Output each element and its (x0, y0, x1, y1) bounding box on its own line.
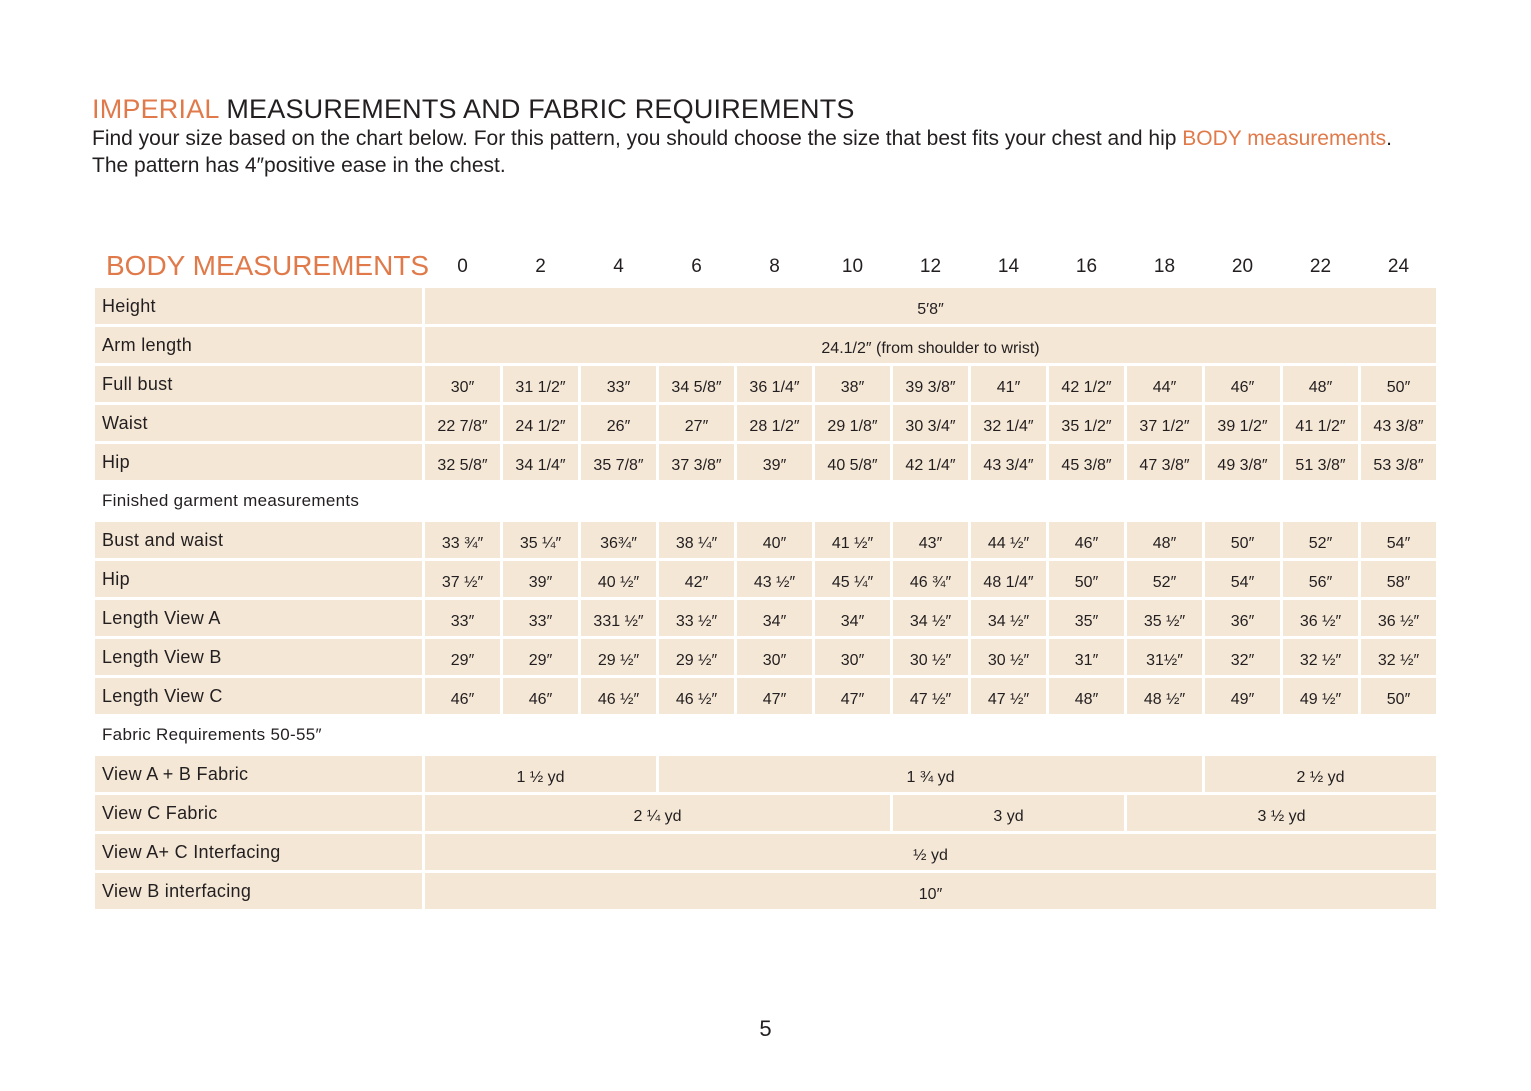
value-cell: 48 1/4″ (971, 561, 1046, 597)
value-cell: 30″ (737, 639, 812, 675)
value-cell: 33″ (425, 600, 500, 636)
value-cell: 41 ½″ (815, 522, 890, 558)
value-cell: 49 3/8″ (1205, 444, 1280, 480)
page-heading (92, 92, 855, 126)
span-cell: 1 ½ yd (425, 756, 656, 792)
value-cell: 39″ (737, 444, 812, 480)
value-cell: 42 1/2″ (1049, 366, 1124, 402)
table-row (95, 444, 1436, 480)
value-cell: 29 1/8″ (815, 405, 890, 441)
value-cell: 43 ½″ (737, 561, 812, 597)
value-cell: 39 1/2″ (1205, 405, 1280, 441)
value-cell: 29″ (425, 639, 500, 675)
value-cell: 29″ (503, 639, 578, 675)
value-cell: 51 3/8″ (1283, 444, 1358, 480)
row-label: Full bust (95, 366, 422, 402)
value-cell: 47 3/8″ (1127, 444, 1202, 480)
value-cell: 22 7/8″ (425, 405, 500, 441)
table-row (95, 678, 1436, 714)
value-cell: 37 3/8″ (659, 444, 734, 480)
intro-paragraph (92, 125, 1392, 179)
row-label: Arm length (95, 327, 422, 363)
value-cell: 331 ½″ (581, 600, 656, 636)
value-cell: 36 1/4″ (737, 366, 812, 402)
value-cell: 45 3/8″ (1049, 444, 1124, 480)
table-row (95, 600, 1436, 636)
table-row (95, 639, 1436, 675)
value-cell: 35 1/2″ (1049, 405, 1124, 441)
value-cell: 46″ (1205, 366, 1280, 402)
heading-accent: IMPERIAL (92, 94, 219, 124)
value-cell: 46 ½″ (581, 678, 656, 714)
row-label: View A + B Fabric (95, 756, 422, 792)
size-header: 14 (997, 256, 1020, 277)
span-cell: 5′8″ (425, 288, 1436, 324)
value-cell: 30 ½″ (971, 639, 1046, 675)
table-row (95, 327, 1436, 363)
size-header: 6 (691, 256, 702, 277)
value-cell: 34 5/8″ (659, 366, 734, 402)
fabric-section-title-row (95, 717, 1436, 753)
size-header: 8 (769, 256, 780, 277)
value-cell: 47 ½″ (971, 678, 1046, 714)
value-cell: 39 3/8″ (893, 366, 968, 402)
span-cell: 3 ½ yd (1127, 795, 1436, 831)
value-cell: 48″ (1283, 366, 1358, 402)
value-cell: 48 ½″ (1127, 678, 1202, 714)
value-cell: 50″ (1049, 561, 1124, 597)
value-cell: 27″ (659, 405, 734, 441)
value-cell: 49″ (1205, 678, 1280, 714)
value-cell: 44 ½″ (971, 522, 1046, 558)
value-cell: 31″ (1049, 639, 1124, 675)
value-cell: 24 1/2″ (503, 405, 578, 441)
value-cell: 41″ (971, 366, 1046, 402)
value-cell: 32 ½″ (1361, 639, 1436, 675)
value-cell: 43″ (893, 522, 968, 558)
row-label: Hip (95, 561, 422, 597)
value-cell: 40″ (737, 522, 812, 558)
table-row (95, 795, 1436, 831)
value-cell: 34 ½″ (971, 600, 1046, 636)
value-cell: 34″ (815, 600, 890, 636)
value-cell: 52″ (1283, 522, 1358, 558)
value-cell: 36 ½″ (1361, 600, 1436, 636)
span-cell: 2 ¼ yd (425, 795, 890, 831)
value-cell: 46 ½″ (659, 678, 734, 714)
value-cell: 46 ¾″ (893, 561, 968, 597)
size-header: 22 (1309, 256, 1332, 277)
value-cell: 28 1/2″ (737, 405, 812, 441)
size-chart-table (92, 246, 1439, 912)
value-cell: 40 5/8″ (815, 444, 890, 480)
value-cell: 37 1/2″ (1127, 405, 1202, 441)
value-cell: 44″ (1127, 366, 1202, 402)
intro-text: Find your size based on the chart below. For this pattern, you should choose the size that best fits your chest and hip (92, 127, 1177, 150)
span-cell: 1 ¾ yd (659, 756, 1202, 792)
value-cell: 54″ (1205, 561, 1280, 597)
value-cell: 34 ½″ (893, 600, 968, 636)
value-cell: 39″ (503, 561, 578, 597)
table-row (95, 873, 1436, 909)
value-cell: 32 1/4″ (971, 405, 1046, 441)
value-cell: 50″ (1205, 522, 1280, 558)
value-cell: 35 7/8″ (581, 444, 656, 480)
value-cell: 54″ (1361, 522, 1436, 558)
value-cell: 26″ (581, 405, 656, 441)
row-label: Length View A (95, 600, 422, 636)
row-label: View C Fabric (95, 795, 422, 831)
size-header-row (95, 249, 1436, 285)
value-cell: 36″ (1205, 600, 1280, 636)
value-cell: 32 5/8″ (425, 444, 500, 480)
value-cell: 46″ (425, 678, 500, 714)
fabric-section-title: Fabric Requirements 50-55″ (102, 725, 322, 744)
value-cell: 29 ½″ (659, 639, 734, 675)
table-row (95, 405, 1436, 441)
heading-rest: MEASUREMENTS AND FABRIC REQUIREMENTS (226, 94, 855, 124)
value-cell: 50″ (1361, 366, 1436, 402)
value-cell: 35 ½″ (1127, 600, 1202, 636)
table-row (95, 834, 1436, 870)
value-cell: 46″ (503, 678, 578, 714)
value-cell: 43 3/4″ (971, 444, 1046, 480)
value-cell: 37 ½″ (425, 561, 500, 597)
size-header: 12 (919, 256, 942, 277)
value-cell: 50″ (1361, 678, 1436, 714)
size-header: 2 (535, 256, 546, 277)
size-header: 20 (1231, 256, 1254, 277)
value-cell: 43 3/8″ (1361, 405, 1436, 441)
value-cell: 32 ½″ (1283, 639, 1358, 675)
size-header: 4 (613, 256, 624, 277)
value-cell: 46″ (1049, 522, 1124, 558)
row-label: View B interfacing (95, 873, 422, 909)
intro-accent: BODY measurements (1182, 127, 1387, 150)
value-cell: 48″ (1049, 678, 1124, 714)
value-cell: 52″ (1127, 561, 1202, 597)
span-cell: 24.1/2″ (from shoulder to wrist) (425, 327, 1436, 363)
value-cell: 33 ½″ (659, 600, 734, 636)
value-cell: 35″ (1049, 600, 1124, 636)
value-cell: 36¾″ (581, 522, 656, 558)
row-label: Bust and waist (95, 522, 422, 558)
finished-section-title: Finished garment measurements (102, 491, 360, 510)
value-cell: 48″ (1127, 522, 1202, 558)
size-header: 0 (457, 256, 468, 277)
value-cell: 35 ¼″ (503, 522, 578, 558)
table-row (95, 522, 1436, 558)
value-cell: 42 1/4″ (893, 444, 968, 480)
row-label: Hip (95, 444, 422, 480)
value-cell: 42″ (659, 561, 734, 597)
value-cell: 32″ (1205, 639, 1280, 675)
row-label: Height (95, 288, 422, 324)
chart-title: BODY MEASUREMENTS (106, 250, 430, 281)
page-number: 5 (759, 1016, 772, 1041)
value-cell: 30 ½″ (893, 639, 968, 675)
value-cell: 30″ (425, 366, 500, 402)
row-label: View A+ C Interfacing (95, 834, 422, 870)
value-cell: 53 3/8″ (1361, 444, 1436, 480)
span-cell: 2 ½ yd (1205, 756, 1436, 792)
row-label: Length View C (95, 678, 422, 714)
header-label-spacer (95, 249, 422, 285)
value-cell: 40 ½″ (581, 561, 656, 597)
value-cell: 47″ (737, 678, 812, 714)
value-cell: 33″ (581, 366, 656, 402)
value-cell: 56″ (1283, 561, 1358, 597)
size-header: 10 (841, 256, 864, 277)
value-cell: 31 1/2″ (503, 366, 578, 402)
value-cell: 33 ¾″ (425, 522, 500, 558)
value-cell: 29 ½″ (581, 639, 656, 675)
intro-text-end: . The pattern has 4″positive ease in the chest. (92, 127, 1392, 177)
chart-body (95, 288, 1436, 909)
value-cell: 30″ (815, 639, 890, 675)
span-cell: 10″ (425, 873, 1436, 909)
value-cell: 47″ (815, 678, 890, 714)
table-row (95, 366, 1436, 402)
table-row (95, 561, 1436, 597)
value-cell: 30 3/4″ (893, 405, 968, 441)
value-cell: 34 1/4″ (503, 444, 578, 480)
span-cell: ½ yd (425, 834, 1436, 870)
row-label: Waist (95, 405, 422, 441)
value-cell: 49 ½″ (1283, 678, 1358, 714)
size-header: 18 (1153, 256, 1176, 277)
table-row (95, 756, 1436, 792)
row-label: Length View B (95, 639, 422, 675)
size-header: 16 (1075, 256, 1098, 277)
finished-section-title-row (95, 483, 1436, 519)
value-cell: 47 ½″ (893, 678, 968, 714)
value-cell: 58″ (1361, 561, 1436, 597)
value-cell: 34″ (737, 600, 812, 636)
value-cell: 38″ (815, 366, 890, 402)
value-cell: 33″ (503, 600, 578, 636)
value-cell: 41 1/2″ (1283, 405, 1358, 441)
value-cell: 36 ½″ (1283, 600, 1358, 636)
size-header: 24 (1387, 256, 1410, 277)
value-cell: 31½″ (1127, 639, 1202, 675)
value-cell: 38 ¼″ (659, 522, 734, 558)
value-cell: 45 ¼″ (815, 561, 890, 597)
span-cell: 3 yd (893, 795, 1124, 831)
table-row (95, 288, 1436, 324)
